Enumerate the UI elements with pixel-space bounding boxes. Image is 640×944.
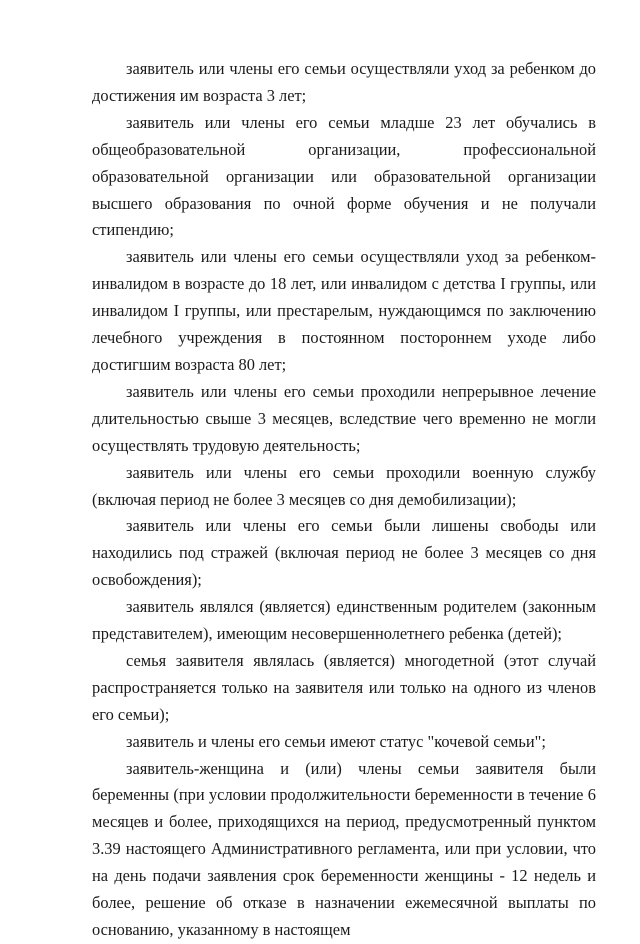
paragraph-continuous-treatment: заявитель или члены его семьи проходили непрерывное лечение длительностью свыше 3 месяцев, вследствие чего временно не могли осуществлять трудовую деятельность; <box>92 381 596 455</box>
paragraph-military-service: заявитель или члены его семьи проходили военную службу (включая период не более 3 месяцев со дня демобилизации); <box>92 462 596 509</box>
paragraph-nomadic-family: заявитель и члены его семьи имеют статус "кочевой семьи"; <box>126 731 546 751</box>
paragraph-education-under-23: заявитель или члены его семьи младше 23 лет обучались в общеобразовательной организации, профессиональной образовательной организации или образовательной организации высшего образования по очной форме обучения и не получали стипендию; <box>92 112 596 240</box>
paragraph-care-disabled-elderly: заявитель или члены его семьи осуществляли уход за ребенком-инвалидом в возрасте до 18 лет, или инвалидом с детства I группы, или инвалидом I группы, или престарелым, нуждающимся по заключению лечебного учреждения в постоянном постороннем уходе либо достигшим возраста 80 лет; <box>92 247 596 374</box>
paragraph-pregnancy: заявитель-женщина и (или) члены семьи заявителя были беременны (при условии продолжительности беременности в течение 6 месяцев и более, приходящихся на период, предусмотренный пунктом 3.39 настоящего Административного регламента, или при условии, что на день подачи заявления срок беременности женщины - 12 недель и более, решение об отказе в назначении ежемесячной выплаты по основанию, указанному в настоящем <box>92 758 596 939</box>
paragraph-large-family: семья заявителя являлась (является) многодетной (этот случай распространяется только на заявителя или только на одного из членов его семьи); <box>92 650 596 724</box>
paragraph-imprisonment: заявитель или члены его семьи были лишены свободы или находились под стражей (включая период не более 3 месяцев со дня освобождения); <box>92 516 596 590</box>
paragraph-childcare-under-3: заявитель или члены его семьи осуществляли уход за ребенком до достижения им возраста 3 лет; <box>92 59 596 105</box>
paragraph-single-parent: заявитель являлся (является) единственным родителем (законным представителем), имеющим несовершеннолетнего ребенка (детей); <box>92 597 596 644</box>
document-body <box>92 56 596 944</box>
